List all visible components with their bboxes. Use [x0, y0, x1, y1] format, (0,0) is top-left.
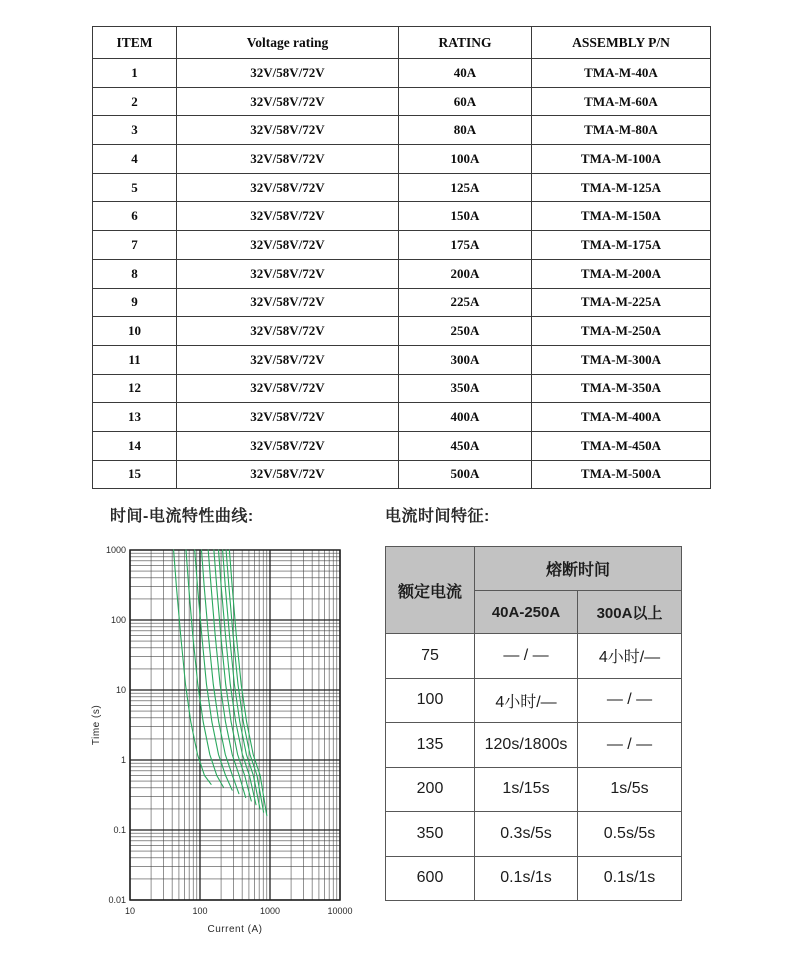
rating-cell: 450A [399, 431, 532, 460]
voltage-cell: 32V/58V/72V [177, 173, 399, 202]
rating-cell: 400A [399, 403, 532, 432]
svg-text:1000: 1000 [105, 545, 126, 555]
rating-cell: 40A [399, 59, 532, 88]
char-row [386, 812, 682, 857]
char-row [386, 723, 682, 768]
item-cell: 14 [93, 431, 177, 460]
voltage-cell: 32V/58V/72V [177, 87, 399, 116]
rated-current-cell: 135 [386, 723, 475, 768]
time-cell: 4小时/— [475, 678, 578, 723]
spec-row [93, 145, 711, 174]
rating-cell: 250A [399, 317, 532, 346]
pn-cell: TMA-M-350A [532, 374, 711, 403]
voltage-cell: 32V/58V/72V [177, 460, 399, 489]
svg-text:Time (s): Time (s) [91, 704, 102, 746]
svg-text:Current (A): Current (A) [207, 924, 263, 935]
time-cell: 1s/15s [475, 767, 578, 812]
fusing-time-table [385, 546, 682, 901]
voltage-cell: 32V/58V/72V [177, 259, 399, 288]
voltage-cell: 32V/58V/72V [177, 59, 399, 88]
voltage-cell: 32V/58V/72V [177, 288, 399, 317]
rating-cell: 175A [399, 231, 532, 260]
rating-cell: 150A [399, 202, 532, 231]
rated-current-cell: 100 [386, 678, 475, 723]
pn-cell: TMA-M-225A [532, 288, 711, 317]
char-row [386, 856, 682, 901]
pn-cell: TMA-M-80A [532, 116, 711, 145]
time-cell: — / — [578, 678, 682, 723]
tcc-curve-250A [229, 550, 266, 816]
pn-cell: TMA-M-150A [532, 202, 711, 231]
voltage-cell: 32V/58V/72V [177, 345, 399, 374]
column-header-assembly-pn: ASSEMBLY P/N [532, 27, 711, 59]
spec-row [93, 231, 711, 260]
pn-cell: TMA-M-400A [532, 403, 711, 432]
item-cell: 9 [93, 288, 177, 317]
svg-text:0.01: 0.01 [108, 895, 126, 905]
spec-row [93, 431, 711, 460]
spec-row [93, 403, 711, 432]
item-cell: 6 [93, 202, 177, 231]
subheader-40a-250a: 40A-250A [475, 591, 578, 634]
spec-table [92, 26, 711, 489]
svg-text:1000: 1000 [259, 906, 281, 916]
rated-current-cell: 75 [386, 634, 475, 679]
rated-current-header: 额定电流 [386, 547, 475, 634]
char-table-section-title: 电流时间特征: [385, 508, 490, 525]
time-cell: 0.1s/1s [578, 856, 682, 901]
spec-header-row [93, 27, 711, 59]
rating-cell: 60A [399, 87, 532, 116]
voltage-cell: 32V/58V/72V [177, 231, 399, 260]
time-cell: 120s/1800s [475, 723, 578, 768]
rating-cell: 350A [399, 374, 532, 403]
item-cell: 10 [93, 317, 177, 346]
pn-cell: TMA-M-125A [532, 173, 711, 202]
time-current-characteristic-chart [85, 530, 380, 945]
spec-row [93, 374, 711, 403]
rating-cell: 500A [399, 460, 532, 489]
item-cell: 4 [93, 145, 177, 174]
item-cell: 8 [93, 259, 177, 288]
spec-row [93, 460, 711, 489]
rating-cell: 80A [399, 116, 532, 145]
voltage-cell: 32V/58V/72V [177, 145, 399, 174]
rating-cell: 125A [399, 173, 532, 202]
voltage-cell: 32V/58V/72V [177, 116, 399, 145]
voltage-cell: 32V/58V/72V [177, 403, 399, 432]
char-row [386, 678, 682, 723]
char-header-row-1 [386, 547, 682, 591]
voltage-cell: 32V/58V/72V [177, 374, 399, 403]
spec-row [93, 202, 711, 231]
svg-text:100: 100 [192, 906, 208, 916]
spec-row [93, 259, 711, 288]
svg-text:0.1: 0.1 [113, 825, 126, 835]
time-cell: 0.3s/5s [475, 812, 578, 857]
subheader-300a-plus: 300A以上 [578, 591, 682, 634]
rating-cell: 100A [399, 145, 532, 174]
spec-row [93, 59, 711, 88]
time-cell: 4小时/— [578, 634, 682, 679]
rated-current-cell: 350 [386, 812, 475, 857]
voltage-cell: 32V/58V/72V [177, 317, 399, 346]
voltage-cell: 32V/58V/72V [177, 202, 399, 231]
item-cell: 12 [93, 374, 177, 403]
chart-section-title: 时间-电流特性曲线: [110, 508, 254, 525]
item-cell: 15 [93, 460, 177, 489]
pn-cell: TMA-M-200A [532, 259, 711, 288]
rating-cell: 300A [399, 345, 532, 374]
item-cell: 3 [93, 116, 177, 145]
char-row [386, 634, 682, 679]
spec-row [93, 317, 711, 346]
rating-cell: 200A [399, 259, 532, 288]
rated-current-cell: 200 [386, 767, 475, 812]
svg-text:1: 1 [120, 755, 126, 765]
item-cell: 11 [93, 345, 177, 374]
column-header-voltage: Voltage rating [177, 27, 399, 59]
pn-cell: TMA-M-175A [532, 231, 711, 260]
pn-cell: TMA-M-300A [532, 345, 711, 374]
pn-cell: TMA-M-60A [532, 87, 711, 116]
spec-row [93, 87, 711, 116]
spec-row [93, 345, 711, 374]
item-cell: 1 [93, 59, 177, 88]
time-cell: — / — [475, 634, 578, 679]
char-row [386, 767, 682, 812]
column-header-item: ITEM [93, 27, 177, 59]
column-header-rating: RATING [399, 27, 532, 59]
item-cell: 13 [93, 403, 177, 432]
voltage-cell: 32V/58V/72V [177, 431, 399, 460]
item-cell: 2 [93, 87, 177, 116]
time-cell: 1s/5s [578, 767, 682, 812]
spec-row [93, 288, 711, 317]
fusing-time-group-header: 熔断时间 [475, 547, 682, 591]
svg-text:10000: 10000 [327, 906, 353, 916]
time-cell: — / — [578, 723, 682, 768]
pn-cell: TMA-M-450A [532, 431, 711, 460]
svg-text:10: 10 [124, 906, 136, 916]
pn-cell: TMA-M-500A [532, 460, 711, 489]
time-cell: 0.5s/5s [578, 812, 682, 857]
spec-row [93, 173, 711, 202]
pn-cell: TMA-M-250A [532, 317, 711, 346]
item-cell: 7 [93, 231, 177, 260]
rating-cell: 225A [399, 288, 532, 317]
time-cell: 0.1s/1s [475, 856, 578, 901]
item-cell: 5 [93, 173, 177, 202]
rated-current-cell: 600 [386, 856, 475, 901]
pn-cell: TMA-M-40A [532, 59, 711, 88]
spec-row [93, 116, 711, 145]
svg-text:100: 100 [110, 615, 126, 625]
svg-text:10: 10 [115, 685, 126, 695]
pn-cell: TMA-M-100A [532, 145, 711, 174]
